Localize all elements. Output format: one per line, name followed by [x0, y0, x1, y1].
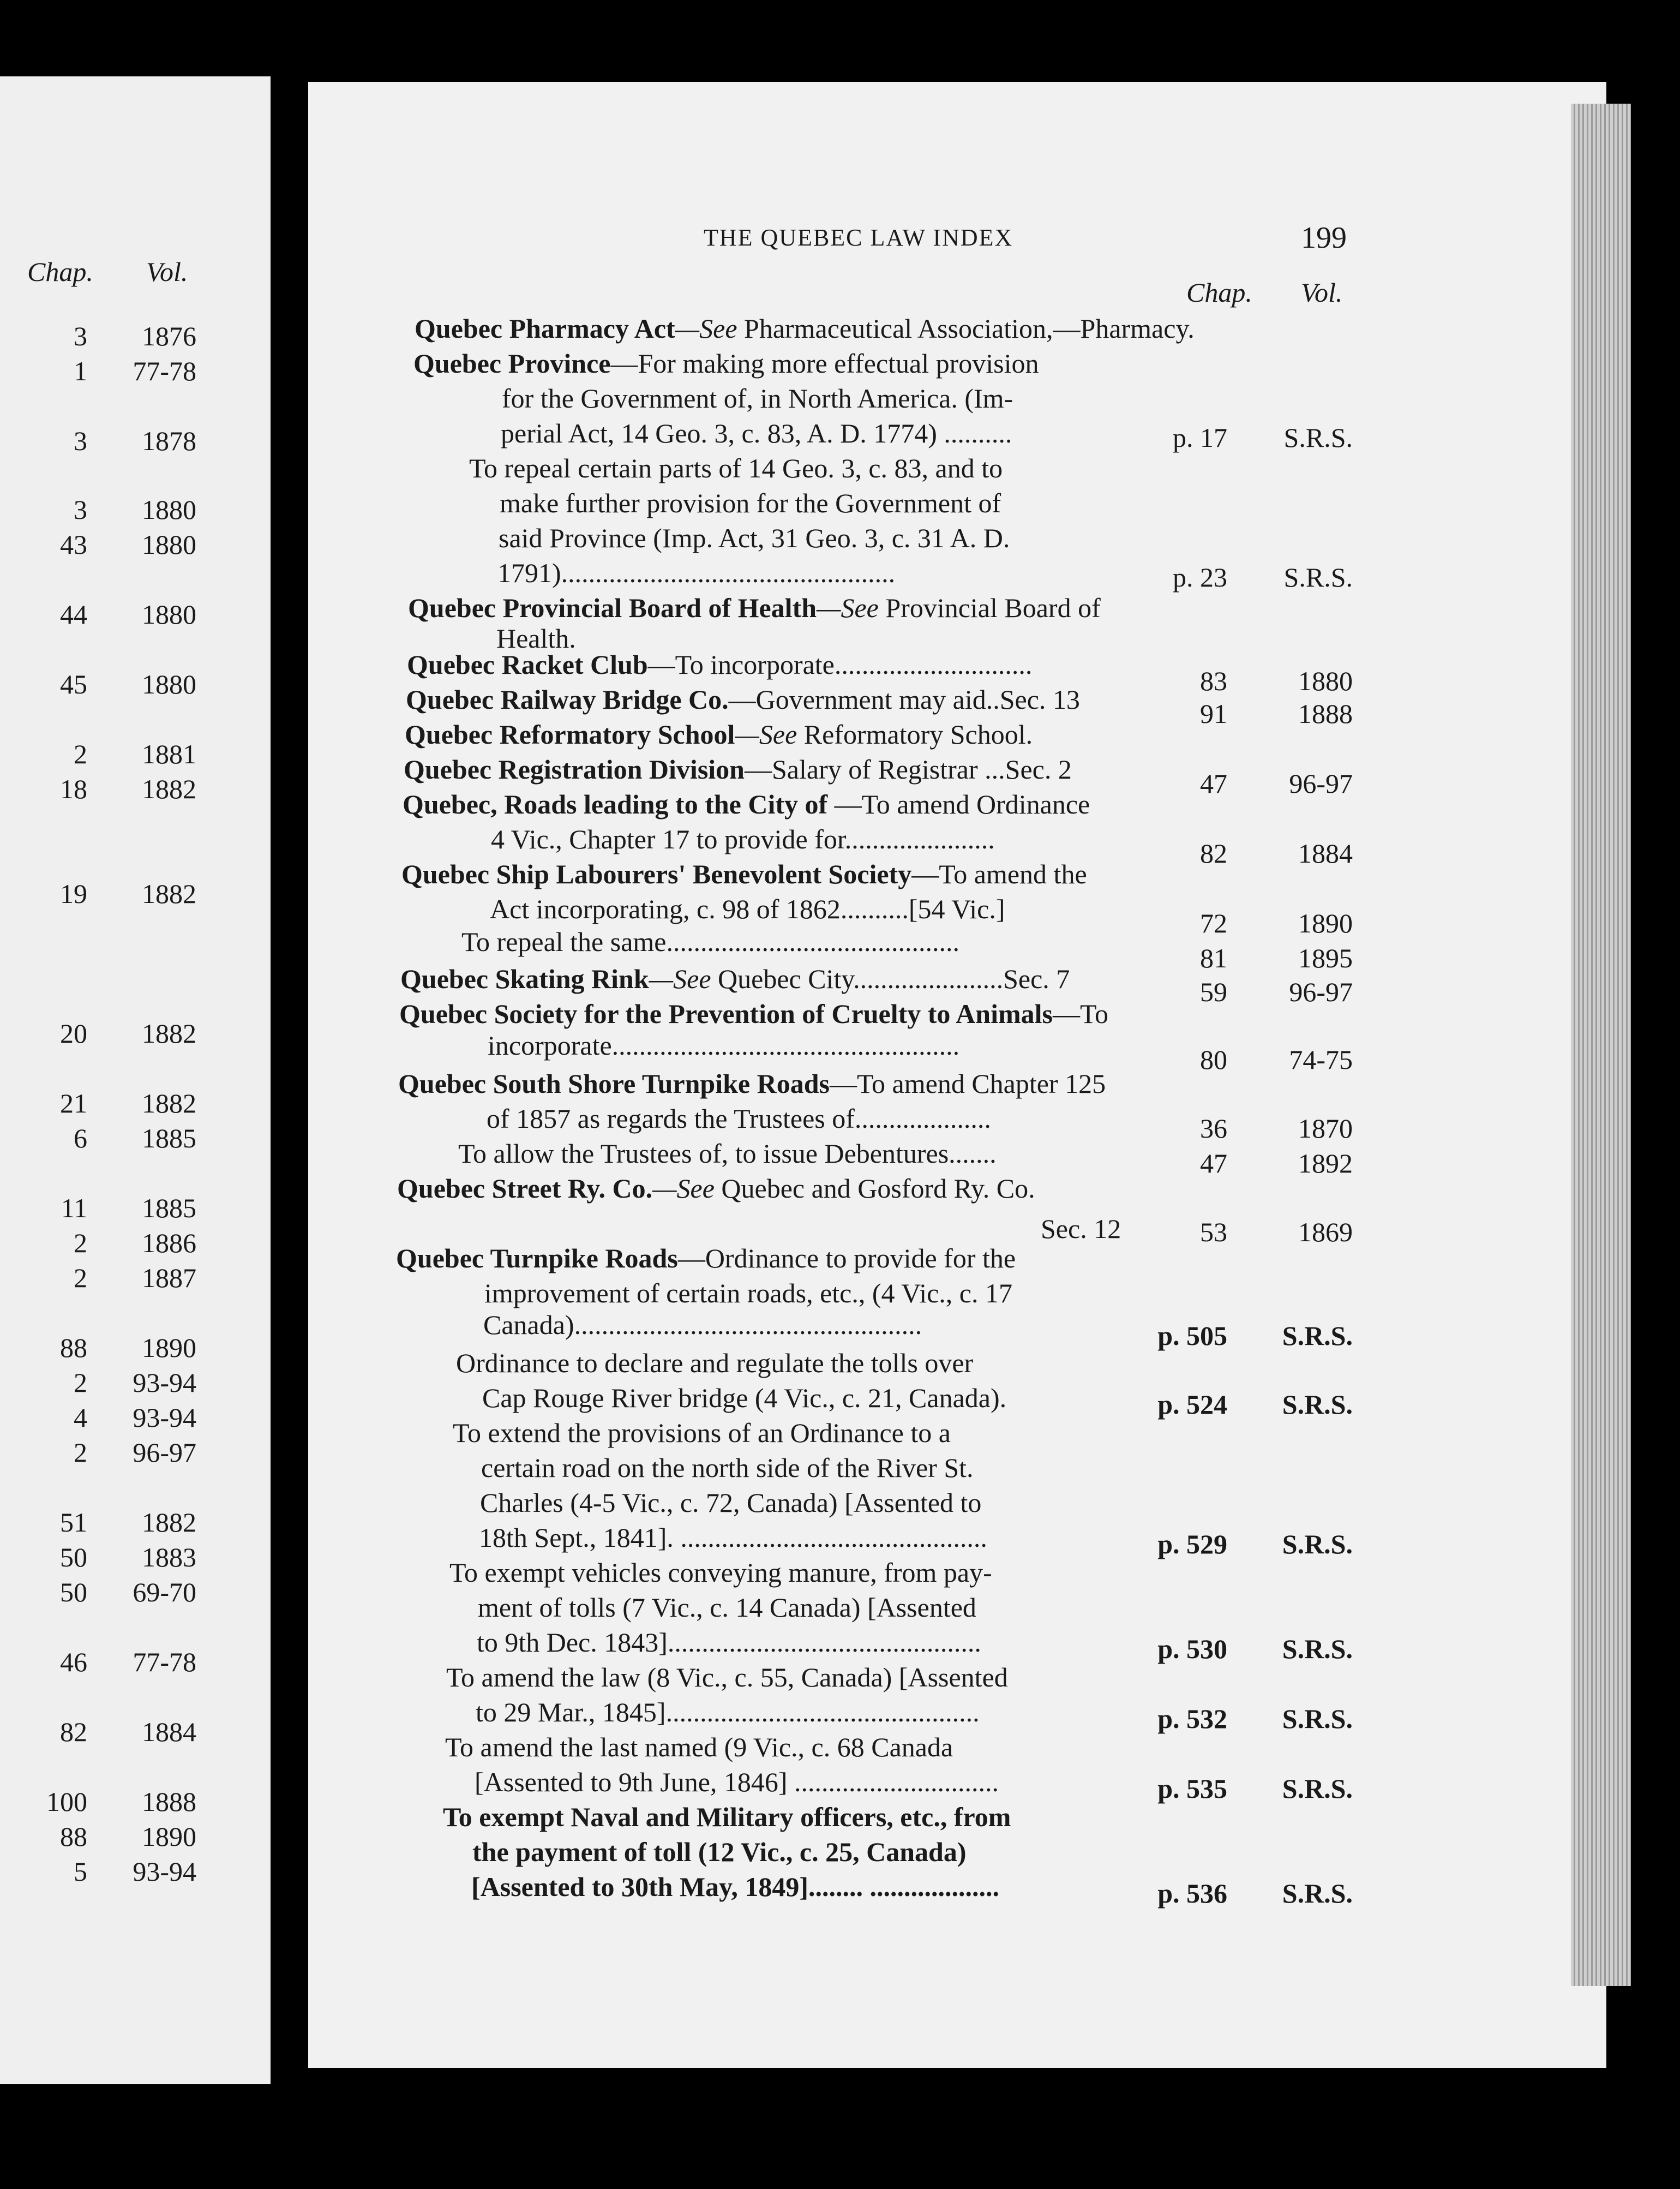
- index-line: [405, 719, 1033, 750]
- entry-heading: Quebec Ship Labourers' Benevolent Society: [401, 859, 912, 889]
- ref-chap: 72: [1200, 908, 1227, 938]
- entry-heading: Quebec Racket Club: [407, 649, 648, 680]
- ref-chap: 80: [1200, 1044, 1227, 1075]
- left-chap: 1: [74, 356, 87, 386]
- left-vol: 1890: [142, 1821, 196, 1852]
- ref-chap: p. 23: [1173, 562, 1227, 593]
- ref-chap: p. 536: [1157, 1878, 1227, 1909]
- left-chap: 44: [60, 599, 87, 630]
- ref-vol: 1884: [1298, 838, 1353, 869]
- ref-vol: 1880: [1298, 666, 1353, 696]
- left-chap: 2: [74, 1263, 87, 1293]
- left-vol: 1882: [142, 878, 196, 909]
- entry-heading: Quebec Railway Bridge Co.: [406, 684, 729, 715]
- index-line: To extend the provisions of an Ordinance to a: [453, 1418, 951, 1448]
- index-line: 1791).................................................: [497, 558, 896, 588]
- ref-chap: p. 535: [1157, 1773, 1227, 1804]
- ref-chap: 83: [1200, 666, 1227, 696]
- ref-chap: p. 524: [1157, 1389, 1227, 1420]
- page-number: 199: [1301, 221, 1347, 255]
- left-vol: 1882: [142, 1088, 196, 1119]
- index-line: [396, 1243, 1016, 1273]
- see-reference: —See: [817, 593, 879, 623]
- index-line: [399, 998, 1108, 1029]
- entry-text: —To amend Chapter 125: [830, 1068, 1106, 1099]
- ref-vol: S.R.S.: [1282, 1634, 1353, 1664]
- index-line: [404, 754, 1072, 785]
- left-chap: 46: [60, 1647, 87, 1677]
- entry-text: Quebec City......................Sec. 7: [711, 964, 1070, 994]
- ref-chap: 59: [1200, 977, 1227, 1007]
- index-line: 18th Sept., 1841]. .............................................: [479, 1522, 987, 1553]
- index-line: [413, 348, 1039, 379]
- index-line: improvement of certain roads, etc., (4 Vic., c. 17: [484, 1278, 1012, 1308]
- index-line: [Assented to 9th June, 1846] ..............................: [475, 1767, 999, 1797]
- left-vol: 69-70: [133, 1577, 196, 1607]
- entry-text: —To amend Ordinance: [827, 789, 1090, 820]
- left-chap: 2: [74, 1367, 87, 1398]
- left-chap: 51: [60, 1507, 87, 1538]
- left-vol: 1884: [142, 1716, 196, 1747]
- ref-chap: p. 17: [1173, 422, 1227, 453]
- entry-text: Reformatory School.: [797, 719, 1033, 750]
- index-line: Charles (4-5 Vic., c. 72, Canada) [Assented to: [480, 1487, 982, 1518]
- entry-heading: Quebec Society for the Prevention of Cruelty to Animals: [399, 998, 1053, 1029]
- ref-chap: 36: [1200, 1113, 1227, 1144]
- index-line: [407, 649, 1032, 680]
- entry-text: —To amend the: [911, 859, 1087, 889]
- entry-text: —For making more effectual provision: [610, 348, 1039, 379]
- left-vol: 1883: [142, 1542, 196, 1572]
- left-chap: 82: [60, 1716, 87, 1747]
- index-line: incorporate...................................................: [488, 1030, 960, 1061]
- left-vol: 93-94: [133, 1367, 196, 1398]
- index-line: To allow the Trustees of, to issue Debentures.......: [458, 1138, 997, 1169]
- left-vol: 1880: [142, 494, 196, 525]
- ref-vol: S.R.S.: [1283, 562, 1353, 593]
- left-vol: 1880: [142, 669, 196, 699]
- index-line: of 1857 as regards the Trustees of....................: [487, 1103, 991, 1134]
- index-line: said Province (Imp. Act, 31 Geo. 3, c. 31 A. D.: [499, 523, 1010, 553]
- entry-heading: Quebec Pharmacy Act: [415, 313, 675, 344]
- left-chap: 6: [74, 1123, 87, 1153]
- left-vol: 1882: [142, 1018, 196, 1049]
- index-line: [401, 859, 1087, 889]
- left-chap: 88: [60, 1332, 87, 1363]
- index-line: To amend the law (8 Vic., c. 55, Canada) [Assented: [446, 1662, 1008, 1692]
- entry-heading: Quebec, Roads leading to the City of: [403, 789, 828, 820]
- left-chap: 5: [74, 1856, 87, 1887]
- see-reference: —See: [649, 964, 711, 994]
- entry-text: Pharmaceutical Association,—Pharmacy.: [737, 313, 1195, 344]
- ref-vol: S.R.S.: [1282, 1389, 1353, 1420]
- index-line: [406, 684, 1080, 715]
- entry-text: —Salary of Registrar ...Sec. 2: [744, 754, 1072, 785]
- index-line: certain road on the north side of the River St.: [481, 1452, 974, 1483]
- left-chap: 21: [60, 1088, 87, 1119]
- ref-chap: p. 532: [1157, 1703, 1227, 1734]
- left-chap: 100: [46, 1786, 87, 1817]
- right-header-chap: Chap.: [1186, 277, 1252, 308]
- entry-heading: Quebec Street Ry. Co.: [397, 1173, 653, 1204]
- index-line: Ordinance to declare and regulate the tolls over: [456, 1348, 974, 1378]
- ref-chap: 47: [1200, 768, 1227, 799]
- ref-vol: S.R.S.: [1282, 1773, 1353, 1804]
- entry-heading: Quebec South Shore Turnpike Roads: [398, 1068, 830, 1099]
- ref-vol: 96-97: [1289, 977, 1353, 1007]
- index-line: [Assented to 30th May, 1849]........ ...................: [471, 1871, 1000, 1902]
- ref-vol: S.R.S.: [1282, 1320, 1353, 1351]
- left-vol: 93-94: [133, 1856, 196, 1887]
- index-line: [400, 964, 1070, 994]
- index-line: [397, 1173, 1035, 1204]
- left-vol: 1885: [142, 1123, 196, 1153]
- see-reference: —See: [735, 719, 797, 750]
- left-vol: 1885: [142, 1193, 196, 1223]
- entry-text: —To incorporate.............................: [647, 649, 1033, 680]
- left-vol: 1886: [142, 1228, 196, 1258]
- left-chap: 45: [60, 669, 87, 699]
- entry-heading: Quebec Provincial Board of Health: [408, 593, 817, 623]
- index-line: Cap Rouge River bridge (4 Vic., c. 21, Canada).: [482, 1383, 1007, 1413]
- index-line: [415, 313, 1195, 344]
- left-chap: 50: [60, 1542, 87, 1572]
- left-vol: 1880: [142, 529, 196, 560]
- entry-heading: Quebec Turnpike Roads: [396, 1243, 678, 1273]
- ref-vol: 1895: [1298, 943, 1353, 973]
- entry-text: —Ordinance to provide for the: [677, 1243, 1016, 1273]
- ref-chap: 82: [1200, 838, 1227, 869]
- left-vol: 1888: [142, 1786, 196, 1817]
- running-title: THE QUEBEC LAW INDEX: [704, 224, 1013, 251]
- left-vol: 1880: [142, 599, 196, 630]
- ref-vol: 1870: [1298, 1113, 1353, 1144]
- left-header-vol: Vol.: [146, 256, 188, 287]
- right-header-vol: Vol.: [1301, 277, 1343, 308]
- left-chap: 3: [74, 321, 87, 351]
- index-line: the payment of toll (12 Vic., c. 25, Canada): [472, 1837, 967, 1867]
- ref-chap: p. 530: [1157, 1634, 1227, 1664]
- entry-text: —Government may aid..Sec. 13: [728, 684, 1080, 715]
- left-chap: 20: [60, 1018, 87, 1049]
- left-chap: 3: [74, 426, 87, 456]
- ref-chap: 81: [1200, 943, 1227, 973]
- see-reference: —See: [675, 313, 737, 344]
- index-line: [403, 789, 1090, 820]
- left-vol: 77-78: [133, 1647, 196, 1677]
- left-vol: 1876: [142, 321, 196, 351]
- left-chap: 18: [60, 774, 87, 804]
- ref-vol: 96-97: [1289, 768, 1353, 799]
- entry-heading: Quebec Reformatory School: [405, 719, 735, 750]
- see-reference: —See: [652, 1173, 715, 1204]
- index-line: To exempt Naval and Military officers, etc., from: [443, 1802, 1011, 1832]
- index-line: [398, 1068, 1106, 1099]
- left-vol: 1881: [142, 739, 196, 769]
- ref-vol: S.R.S.: [1282, 1703, 1353, 1734]
- left-chap: 3: [74, 494, 87, 525]
- index-line: Health.: [496, 623, 576, 654]
- ref-vol: 1869: [1298, 1217, 1353, 1247]
- ref-vol: 1890: [1298, 908, 1353, 938]
- index-line: ment of tolls (7 Vic., c. 14 Canada) [Assented: [478, 1592, 976, 1623]
- index-line: to 9th Dec. 1843]..............................................: [477, 1627, 981, 1658]
- index-line: Act incorporating, c. 98 of 1862..........[54 Vic.]: [490, 894, 1005, 924]
- page-edges: [1571, 104, 1631, 1986]
- left-header-chap: Chap.: [27, 256, 93, 287]
- ref-vol: 74-75: [1289, 1044, 1353, 1075]
- left-chap: 4: [74, 1402, 87, 1433]
- index-line: To repeal certain parts of 14 Geo. 3, c. 83, and to: [469, 453, 1003, 483]
- entry-heading: Quebec Skating Rink: [400, 964, 649, 994]
- index-line: perial Act, 14 Geo. 3, c. 83, A. D. 1774) ..........: [501, 418, 1012, 448]
- ref-chap: 91: [1200, 698, 1227, 729]
- entry-text: Quebec and Gosford Ry. Co.: [714, 1173, 1035, 1204]
- left-chap: 11: [61, 1193, 87, 1223]
- left-vol: 77-78: [133, 356, 196, 386]
- left-vol: 1887: [142, 1263, 196, 1293]
- index-line: Sec. 12: [1041, 1213, 1121, 1244]
- index-line: Canada)...................................................: [483, 1309, 922, 1340]
- ref-vol: S.R.S.: [1283, 422, 1353, 453]
- index-line: for the Government of, in North America. (Im-: [502, 383, 1013, 414]
- index-line: make further provision for the Government of: [500, 488, 1001, 518]
- ref-vol: 1888: [1298, 698, 1353, 729]
- entry-text: Provincial Board of: [878, 593, 1101, 623]
- ref-vol: 1892: [1298, 1148, 1353, 1179]
- left-chap: 2: [74, 739, 87, 769]
- ref-vol: S.R.S.: [1282, 1878, 1353, 1909]
- index-line: To amend the last named (9 Vic., c. 68 Canada: [445, 1732, 953, 1762]
- entry-heading: Quebec Province: [413, 348, 611, 379]
- left-vol: 1890: [142, 1332, 196, 1363]
- left-vol: 1878: [142, 426, 196, 456]
- left-chap: 2: [74, 1228, 87, 1258]
- index-line: to 29 Mar., 1845]..............................................: [476, 1697, 980, 1727]
- entry-heading: Quebec Registration Division: [404, 754, 745, 785]
- entry-text: —To: [1052, 998, 1109, 1029]
- ref-chap: p. 505: [1157, 1320, 1227, 1351]
- left-chap: 50: [60, 1577, 87, 1607]
- ref-vol: S.R.S.: [1282, 1529, 1353, 1559]
- left-chap: 88: [60, 1821, 87, 1852]
- index-line: To repeal the same...........................................: [461, 926, 959, 957]
- index-line: 4 Vic., Chapter 17 to provide for......................: [491, 824, 995, 854]
- left-vol: 96-97: [133, 1437, 196, 1468]
- ref-chap: p. 529: [1157, 1529, 1227, 1559]
- ref-chap: 47: [1200, 1148, 1227, 1179]
- index-line: To exempt vehicles conveying manure, from pay-: [449, 1557, 992, 1588]
- left-chap: 19: [60, 878, 87, 909]
- left-vol: 93-94: [133, 1402, 196, 1433]
- left-vol: 1882: [142, 774, 196, 804]
- left-chap: 43: [60, 529, 87, 560]
- ref-chap: 53: [1200, 1217, 1227, 1247]
- left-vol: 1882: [142, 1507, 196, 1538]
- left-chap: 2: [74, 1437, 87, 1468]
- index-line: [408, 593, 1101, 623]
